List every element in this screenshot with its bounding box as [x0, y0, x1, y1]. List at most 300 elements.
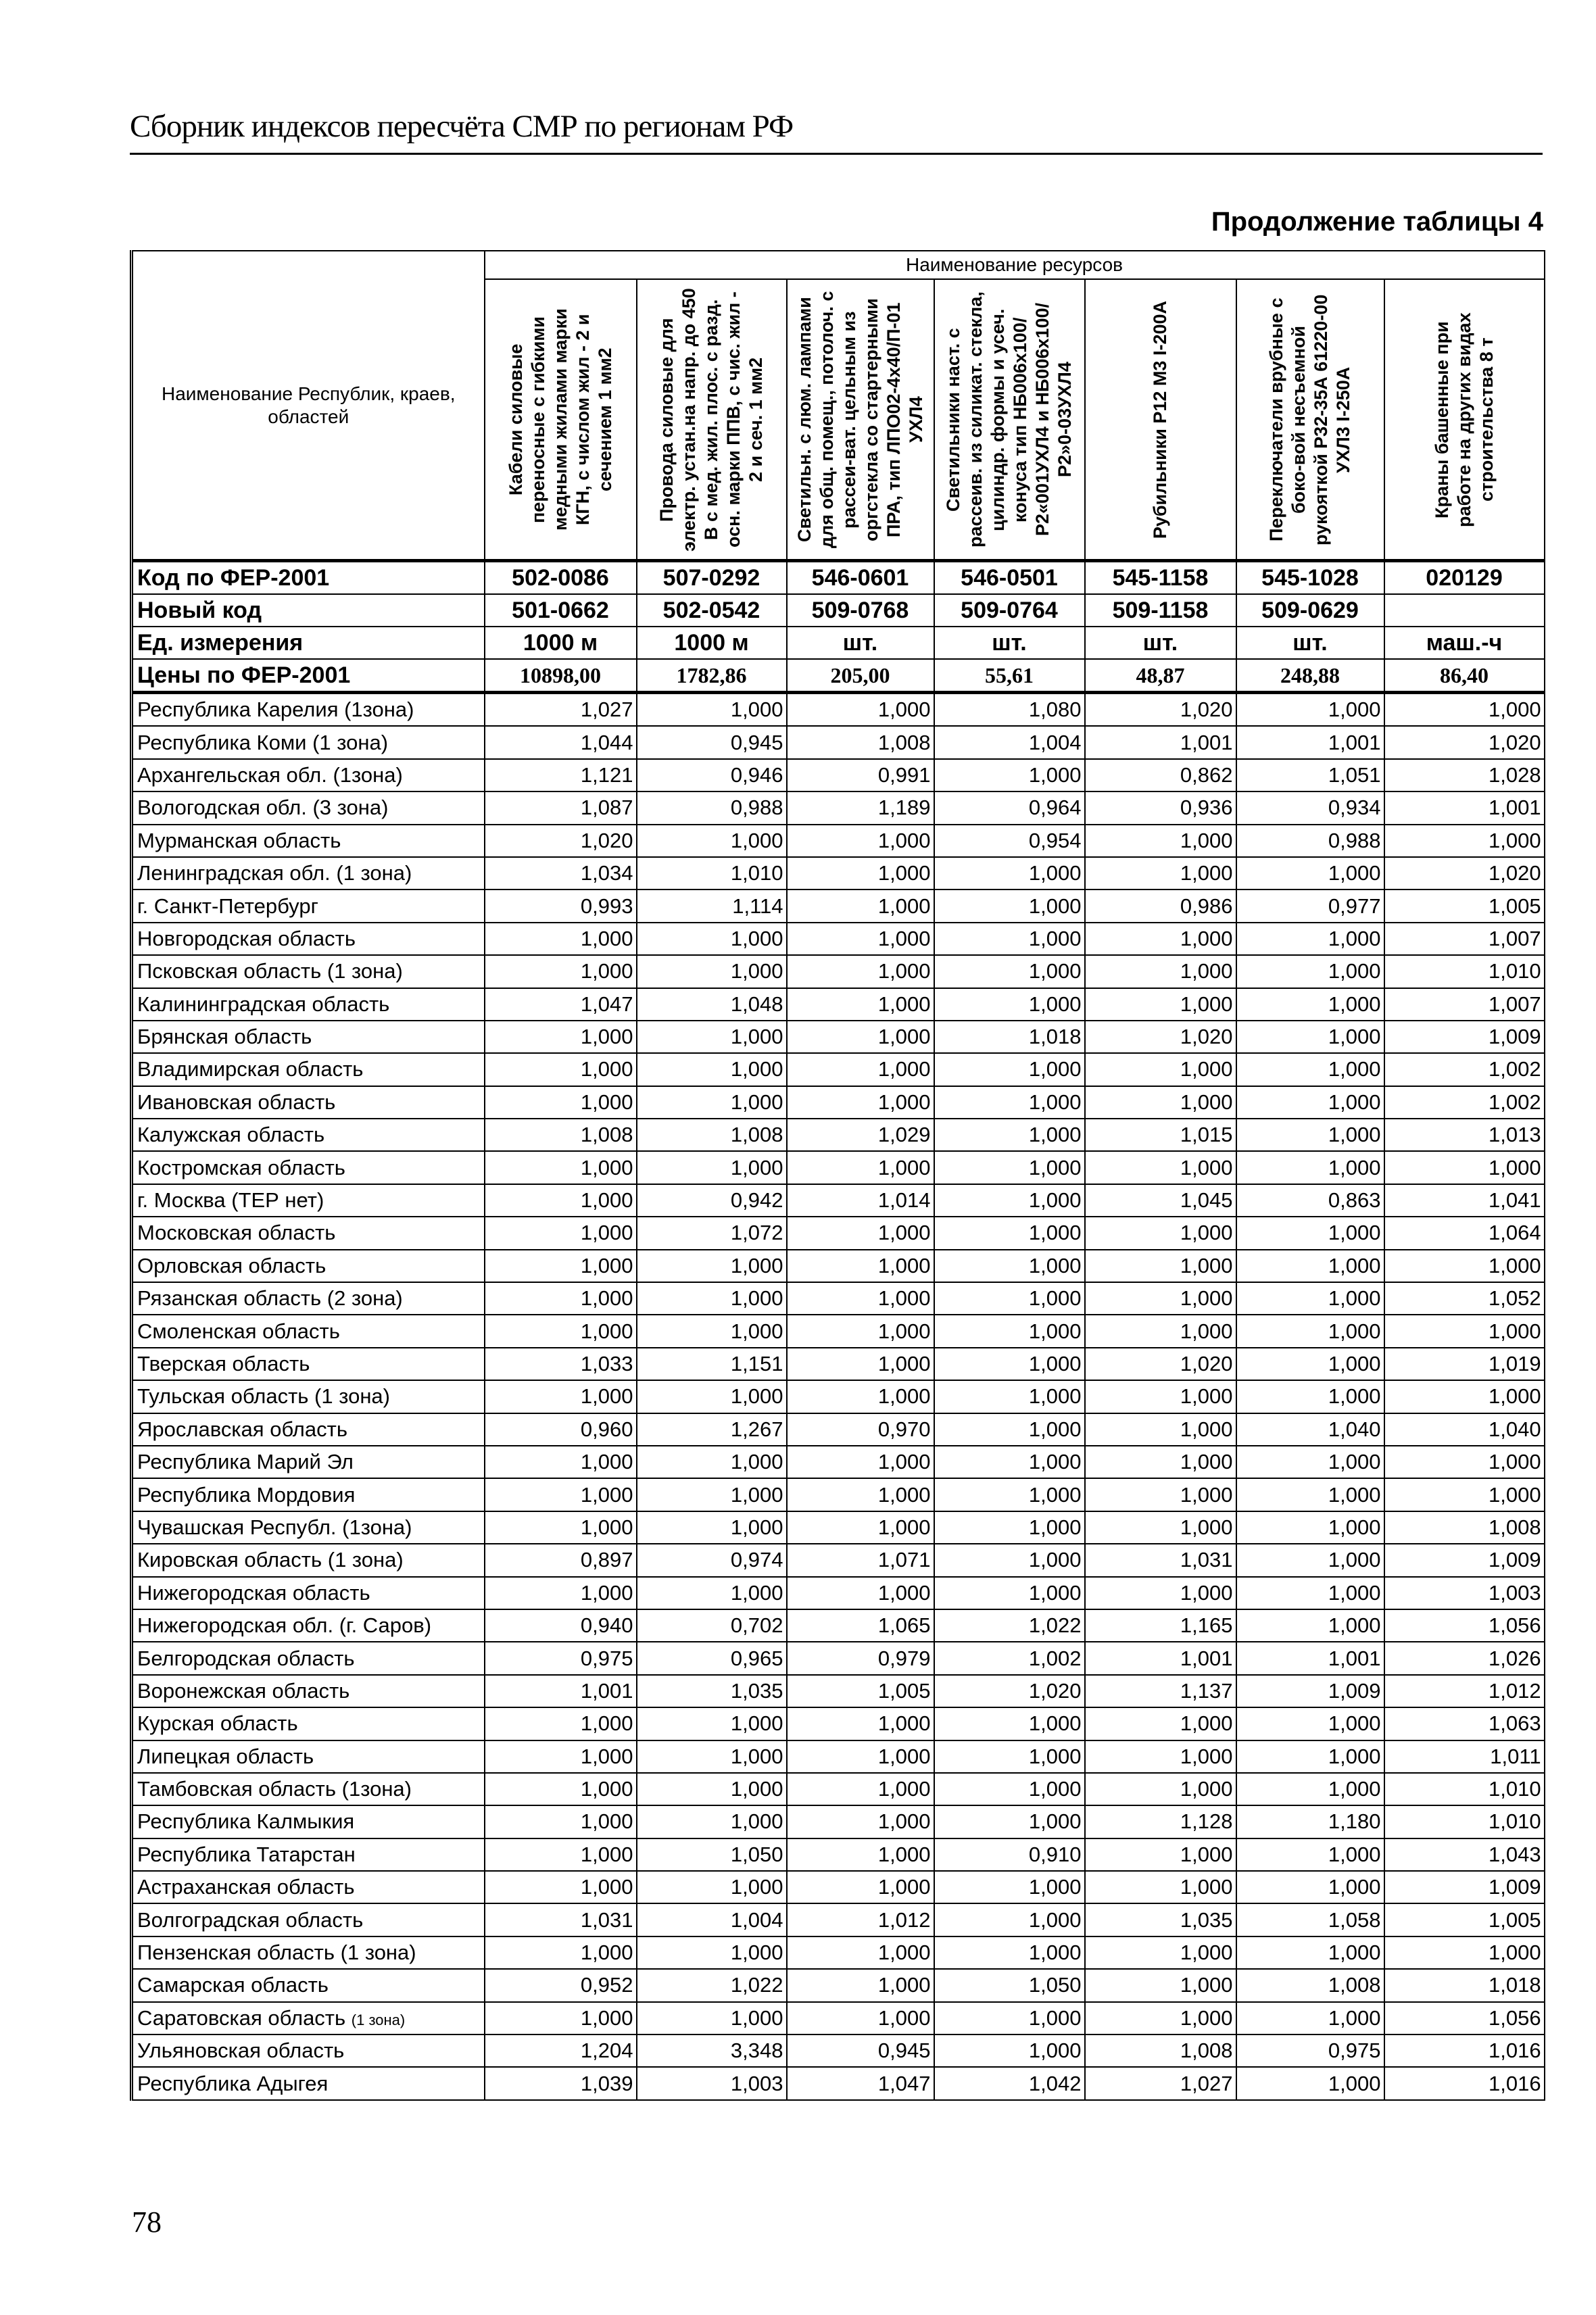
- index-value-cell: 1,000: [1236, 923, 1384, 955]
- index-value-cell: 1,000: [787, 1511, 934, 1544]
- index-value-cell: 1,027: [485, 693, 637, 727]
- fer-code-cell: 545-1158: [1085, 561, 1236, 595]
- index-value-cell: 1,001: [1085, 726, 1236, 758]
- table-row: [132, 1413, 1545, 1446]
- region-name: Тульская область (1 зона): [137, 1384, 390, 1409]
- table-row: [132, 1544, 1545, 1576]
- unit-cell: шт.: [1236, 627, 1384, 659]
- index-value-cell: 1,000: [787, 1217, 934, 1249]
- region-name: Новгородская область: [137, 926, 356, 950]
- index-value-cell: 1,010: [1384, 1773, 1545, 1805]
- index-value-cell: 1,000: [934, 1707, 1085, 1740]
- index-value-cell: 1,063: [1384, 1707, 1545, 1740]
- index-value-cell: 1,000: [934, 2034, 1085, 2067]
- index-value-cell: 1,000: [1384, 1151, 1545, 1184]
- index-value-cell: 1,000: [637, 1151, 787, 1184]
- region-name-cell: [132, 988, 485, 1021]
- region-name: Республика Мордовия: [137, 1482, 356, 1507]
- index-value-cell: 1,000: [1085, 1511, 1236, 1544]
- index-value-cell: 1,000: [787, 2002, 934, 2034]
- index-value-cell: 1,000: [485, 1871, 637, 1903]
- index-value-cell: 1,029: [787, 1119, 934, 1151]
- region-name-cell: [132, 2034, 485, 2067]
- index-value-cell: 1,000: [787, 1053, 934, 1086]
- index-value-cell: 1,000: [485, 1838, 637, 1871]
- index-value-cell: 1,000: [1236, 1838, 1384, 1871]
- index-value-cell: 1,000: [934, 1903, 1085, 1936]
- index-value-cell: 1,000: [934, 1871, 1085, 1903]
- index-value-cell: 0,975: [485, 1642, 637, 1674]
- unit-label: Ед. измерения: [132, 627, 485, 659]
- index-value-cell: 1,000: [934, 1119, 1085, 1151]
- header-rule: [130, 153, 1543, 155]
- new-code-cell: 509-0768: [787, 594, 934, 627]
- index-value-cell: 1,000: [485, 1740, 637, 1773]
- region-name-cell: [132, 1446, 485, 1478]
- resource-name-text: Рубильники Р12 М3 I-200А: [1150, 300, 1170, 539]
- index-value-cell: 1,000: [485, 1577, 637, 1609]
- index-table: [130, 250, 1545, 2101]
- resource-name-text: Провода силовые для электр. устан.на напр. до 450 В с мед. жил. плос. с разд. осн. марки ППВ, с чис. жил - 2 и сеч. 1 мм2: [656, 287, 766, 552]
- index-value-cell: 1,009: [1236, 1675, 1384, 1707]
- index-value-cell: 1,012: [787, 1903, 934, 1936]
- index-value-cell: 1,000: [934, 1544, 1085, 1576]
- table-row: [132, 923, 1545, 955]
- index-value-cell: 1,001: [1085, 1642, 1236, 1674]
- index-value-cell: 0,936: [1085, 791, 1236, 824]
- region-name-cell: [132, 1380, 485, 1413]
- index-value-cell: 1,000: [934, 1936, 1085, 1969]
- index-value-cell: 1,000: [1236, 1119, 1384, 1151]
- index-value-cell: 1,000: [1085, 1053, 1236, 1086]
- region-name: Смоленская область: [137, 1319, 340, 1343]
- region-name-cell: [132, 1969, 485, 2001]
- index-value-cell: 1,020: [1085, 693, 1236, 727]
- region-name: Волгоградская область: [137, 1907, 364, 1932]
- index-value-cell: 0,940: [485, 1609, 637, 1642]
- table-row: [132, 1969, 1545, 2001]
- index-value-cell: 1,000: [787, 1871, 934, 1903]
- index-value-cell: 1,045: [1085, 1184, 1236, 1217]
- region-name: Калининградская область: [137, 992, 390, 1016]
- index-value-cell: 1,000: [1085, 857, 1236, 890]
- index-value-cell: 1,000: [1236, 1348, 1384, 1380]
- index-value-cell: 1,035: [1085, 1903, 1236, 1936]
- index-value-cell: 1,007: [1384, 923, 1545, 955]
- resource-name-header: [1384, 279, 1545, 560]
- table-row: [132, 1642, 1545, 1674]
- table-row: [132, 955, 1545, 988]
- index-value-cell: 0,960: [485, 1413, 637, 1446]
- table-caption: Продолжение таблицы 4: [1211, 207, 1543, 237]
- index-value-cell: 1,000: [485, 1446, 637, 1478]
- index-value-cell: 1,000: [787, 890, 934, 922]
- index-value-cell: 1,000: [1236, 1021, 1384, 1053]
- index-value-cell: 1,000: [787, 1805, 934, 1838]
- index-value-cell: 1,026: [1384, 1642, 1545, 1674]
- index-value-cell: 3,348: [637, 2034, 787, 2067]
- index-value-cell: 1,000: [787, 1380, 934, 1413]
- index-value-cell: 1,087: [485, 791, 637, 824]
- index-value-cell: 1,019: [1384, 1348, 1545, 1380]
- index-value-cell: 1,043: [1384, 1838, 1545, 1871]
- region-name-cell: [132, 1184, 485, 1217]
- table-row: [132, 1838, 1545, 1871]
- index-value-cell: 1,000: [934, 1773, 1085, 1805]
- index-value-cell: 1,033: [485, 1348, 637, 1380]
- table-row: [132, 1151, 1545, 1184]
- price-label: Цены по ФЕР-2001: [132, 659, 485, 693]
- region-name: Белгородская область: [137, 1646, 355, 1670]
- table-row: [132, 1250, 1545, 1282]
- index-value-cell: 1,001: [1236, 1642, 1384, 1674]
- index-value-cell: 1,064: [1384, 1217, 1545, 1249]
- index-value-cell: 1,031: [485, 1903, 637, 1936]
- index-value-cell: 1,000: [637, 1021, 787, 1053]
- index-value-cell: 1,000: [787, 1838, 934, 1871]
- index-value-cell: 1,000: [637, 923, 787, 955]
- index-value-cell: 1,000: [1236, 955, 1384, 988]
- index-value-cell: 1,000: [637, 1936, 787, 1969]
- index-value-cell: 1,000: [1384, 825, 1545, 857]
- index-value-cell: 0,988: [637, 791, 787, 824]
- index-value-cell: 1,000: [1236, 1086, 1384, 1119]
- region-name-cell: [132, 791, 485, 824]
- region-name: Псковская область (1 зона): [137, 959, 403, 983]
- region-name-cell: [132, 1086, 485, 1119]
- table-row: [132, 1609, 1545, 1642]
- index-value-cell: 1,000: [1236, 2067, 1384, 2099]
- index-value-cell: 1,000: [1384, 1446, 1545, 1478]
- table-row: [132, 1478, 1545, 1511]
- index-value-cell: 1,000: [1236, 1380, 1384, 1413]
- table-row: [132, 1053, 1545, 1086]
- index-value-cell: 1,000: [934, 1315, 1085, 1347]
- index-value-cell: 1,000: [485, 1805, 637, 1838]
- index-value-cell: 1,000: [637, 955, 787, 988]
- index-value-cell: 1,000: [1085, 1282, 1236, 1315]
- index-value-cell: 1,000: [485, 2002, 637, 2034]
- index-value-cell: 1,000: [485, 1511, 637, 1544]
- index-value-cell: 1,000: [637, 1478, 787, 1511]
- resource-name-header: [485, 279, 637, 560]
- fer-code-row: [132, 561, 1545, 595]
- index-value-cell: 1,047: [787, 2067, 934, 2099]
- index-value-cell: 1,000: [1384, 1250, 1545, 1282]
- index-value-cell: 1,000: [1085, 825, 1236, 857]
- resource-name-header: [1085, 279, 1236, 560]
- unit-cell: 1000 м: [637, 627, 787, 659]
- table-row: [132, 1675, 1545, 1707]
- price-cell: 205,00: [787, 659, 934, 693]
- index-value-cell: 1,000: [934, 1250, 1085, 1282]
- price-cell: 1782,86: [637, 659, 787, 693]
- index-value-cell: 1,072: [637, 1217, 787, 1249]
- region-name-cell: [132, 1413, 485, 1446]
- region-name-cell: [132, 1282, 485, 1315]
- region-column-header: Наименование Республик, краев, областей: [132, 251, 485, 561]
- index-value-cell: 1,000: [1085, 1577, 1236, 1609]
- table-row: [132, 2034, 1545, 2067]
- region-name-cell: [132, 1805, 485, 1838]
- region-name: Калужская область: [137, 1123, 325, 1147]
- index-value-cell: 1,009: [1384, 1544, 1545, 1576]
- region-name-cell: [132, 1871, 485, 1903]
- index-value-cell: 1,014: [787, 1184, 934, 1217]
- region-zone-note: (1 зона): [351, 2011, 406, 2028]
- index-value-cell: 0,975: [1236, 2034, 1384, 2067]
- fer-code-cell: 546-0601: [787, 561, 934, 595]
- index-value-cell: 1,267: [637, 1413, 787, 1446]
- index-value-cell: 1,008: [787, 726, 934, 758]
- index-value-cell: 1,042: [934, 2067, 1085, 2099]
- index-value-cell: 1,000: [485, 1250, 637, 1282]
- index-value-cell: 1,000: [1085, 2002, 1236, 2034]
- index-value-cell: 1,002: [1384, 1053, 1545, 1086]
- region-name: Чувашская Республ. (1зона): [137, 1515, 412, 1539]
- index-value-cell: 1,180: [1236, 1805, 1384, 1838]
- index-value-cell: 1,005: [787, 1675, 934, 1707]
- region-name-cell: [132, 1315, 485, 1347]
- index-value-cell: 0,986: [1085, 890, 1236, 922]
- region-name: Республика Калмыкия: [137, 1809, 355, 1834]
- region-name: Нижегородская область: [137, 1580, 370, 1605]
- index-value-cell: 1,010: [637, 857, 787, 890]
- index-value-cell: 1,000: [485, 1184, 637, 1217]
- index-value-cell: 1,000: [1236, 1446, 1384, 1478]
- resources-group-header: Наименование ресурсов: [485, 251, 1545, 279]
- index-value-cell: 1,000: [1085, 1151, 1236, 1184]
- region-name: Республика Карелия (1зона): [137, 698, 414, 722]
- table-row: [132, 1511, 1545, 1544]
- region-name-cell: [132, 1740, 485, 1773]
- fer-code-label: Код по ФЕР-2001: [132, 561, 485, 595]
- new-code-cell: 509-0764: [934, 594, 1085, 627]
- index-value-cell: 1,008: [1236, 1969, 1384, 2001]
- resource-name-header: [1236, 279, 1384, 560]
- region-name: Саратовская область: [137, 2005, 346, 2030]
- index-value-cell: 1,003: [1384, 1577, 1545, 1609]
- region-name-cell: [132, 1021, 485, 1053]
- unit-cell: шт.: [934, 627, 1085, 659]
- region-name-cell: [132, 1544, 485, 1576]
- table-row: [132, 1773, 1545, 1805]
- table-row: [132, 1282, 1545, 1315]
- region-name: Липецкая область: [137, 1744, 314, 1768]
- index-value-cell: 1,009: [1384, 1021, 1545, 1053]
- region-name-cell: [132, 1577, 485, 1609]
- index-value-cell: 1,000: [485, 1773, 637, 1805]
- resource-name-text: Переключатели врубные с боко-вой несъемной рукояткой Р32-35А 61220-00 УХЛ3 I-250А: [1266, 293, 1353, 545]
- index-value-cell: 1,051: [1236, 759, 1384, 791]
- index-value-cell: 1,000: [1085, 988, 1236, 1021]
- index-value-cell: 1,008: [1085, 2034, 1236, 2067]
- index-value-cell: 1,000: [1085, 1936, 1236, 1969]
- index-value-cell: 1,000: [637, 1250, 787, 1282]
- index-value-cell: 1,020: [1384, 726, 1545, 758]
- unit-cell: шт.: [1085, 627, 1236, 659]
- index-value-cell: 1,000: [787, 1250, 934, 1282]
- region-name: Республика Марий Эл: [137, 1450, 354, 1474]
- index-value-cell: 1,000: [1236, 1577, 1384, 1609]
- region-name-cell: [132, 1511, 485, 1544]
- index-value-cell: 1,000: [637, 1315, 787, 1347]
- index-value-cell: 1,010: [1384, 955, 1545, 988]
- region-name: Архангельская обл. (1зона): [137, 762, 403, 787]
- index-value-cell: 1,000: [485, 1478, 637, 1511]
- index-value-cell: 1,000: [637, 1380, 787, 1413]
- index-value-cell: 0,702: [637, 1609, 787, 1642]
- resource-name-text: Кабели силовые переносные с гибкими медными жилами марки КГН, с числом жил - 2 и сечением 1 мм2: [505, 308, 615, 531]
- table-row: [132, 1936, 1545, 1969]
- index-value-cell: 1,000: [787, 1936, 934, 1969]
- index-value-cell: 1,000: [637, 1773, 787, 1805]
- index-value-cell: 1,020: [485, 825, 637, 857]
- index-value-cell: 1,000: [1085, 1446, 1236, 1478]
- region-name: Рязанская область (2 зона): [137, 1286, 403, 1311]
- index-value-cell: 1,000: [934, 759, 1085, 791]
- index-value-cell: 1,020: [1384, 857, 1545, 890]
- index-value-cell: 0,988: [1236, 825, 1384, 857]
- running-head: Сборник индексов пересчёта СМР по регионам РФ: [130, 109, 794, 144]
- region-name-cell: [132, 1773, 485, 1805]
- index-value-cell: 1,008: [1384, 1511, 1545, 1544]
- index-value-cell: 1,012: [1384, 1675, 1545, 1707]
- index-value-cell: 1,000: [1236, 1544, 1384, 1576]
- index-value-cell: 1,000: [934, 1446, 1085, 1478]
- index-value-cell: 1,000: [1236, 1936, 1384, 1969]
- table-row: [132, 825, 1545, 857]
- index-value-cell: 0,945: [637, 726, 787, 758]
- index-value-cell: 1,008: [637, 1119, 787, 1151]
- table-row: [132, 1217, 1545, 1249]
- table-row: [132, 1315, 1545, 1347]
- price-cell: 86,40: [1384, 659, 1545, 693]
- index-value-cell: 1,000: [1236, 988, 1384, 1021]
- index-value-cell: 1,189: [787, 791, 934, 824]
- region-name: Пензенская область (1 зона): [137, 1941, 416, 1965]
- region-name-cell: [132, 890, 485, 922]
- index-value-cell: 1,022: [934, 1609, 1085, 1642]
- index-value-cell: 1,000: [1236, 1217, 1384, 1249]
- index-value-cell: 1,000: [934, 2002, 1085, 2034]
- index-value-cell: 1,204: [485, 2034, 637, 2067]
- index-value-cell: 1,027: [1085, 2067, 1236, 2099]
- index-value-cell: 1,000: [934, 1478, 1085, 1511]
- index-value-cell: 1,065: [787, 1609, 934, 1642]
- region-name-cell: [132, 1119, 485, 1151]
- index-value-cell: 1,000: [934, 1511, 1085, 1544]
- index-value-cell: 1,000: [1236, 857, 1384, 890]
- price-row: [132, 659, 1545, 693]
- region-name: Вологодская обл. (3 зона): [137, 796, 389, 820]
- index-value-cell: 1,000: [485, 1315, 637, 1347]
- index-value-cell: 0,974: [637, 1544, 787, 1576]
- region-name: Самарская область: [137, 1973, 329, 1997]
- new-code-cell: [1384, 594, 1545, 627]
- index-value-cell: 0,970: [787, 1413, 934, 1446]
- index-value-cell: 1,000: [1236, 2002, 1384, 2034]
- unit-cell: шт.: [787, 627, 934, 659]
- index-value-cell: 1,000: [787, 1282, 934, 1315]
- region-name-cell: [132, 923, 485, 955]
- index-value-cell: 1,000: [1236, 1511, 1384, 1544]
- index-value-cell: 1,000: [1236, 693, 1384, 727]
- index-value-cell: 1,000: [1085, 1315, 1236, 1347]
- region-name: Ульяновская область: [137, 2039, 345, 2063]
- unit-cell: 1000 м: [485, 627, 637, 659]
- resource-name-header: [934, 279, 1085, 560]
- index-value-cell: 1,000: [787, 825, 934, 857]
- index-value-cell: 1,018: [934, 1021, 1085, 1053]
- index-value-cell: 1,000: [1085, 1871, 1236, 1903]
- index-value-cell: 1,000: [637, 825, 787, 857]
- table-row: [132, 1021, 1545, 1053]
- region-name-cell: [132, 2067, 485, 2099]
- index-value-cell: 1,000: [485, 1217, 637, 1249]
- index-value-cell: 1,001: [1384, 791, 1545, 824]
- index-value-cell: 1,040: [1384, 1413, 1545, 1446]
- index-value-cell: 1,005: [1384, 890, 1545, 922]
- index-value-cell: 1,000: [637, 2002, 787, 2034]
- table-row: [132, 1805, 1545, 1838]
- index-value-cell: 1,114: [637, 890, 787, 922]
- region-name-cell: [132, 693, 485, 727]
- region-name-cell: [132, 1348, 485, 1380]
- index-value-cell: 1,080: [934, 693, 1085, 727]
- index-value-cell: 1,008: [485, 1119, 637, 1151]
- region-name-cell: [132, 1707, 485, 1740]
- fer-code-cell: 545-1028: [1236, 561, 1384, 595]
- index-value-cell: 1,000: [1236, 1053, 1384, 1086]
- table-body: [132, 561, 1545, 2100]
- index-value-cell: 1,000: [1236, 1609, 1384, 1642]
- table-row: [132, 791, 1545, 824]
- region-name: Московская область: [137, 1221, 336, 1245]
- index-value-cell: 1,000: [1085, 955, 1236, 988]
- price-cell: 10898,00: [485, 659, 637, 693]
- fer-code-cell: 507-0292: [637, 561, 787, 595]
- index-value-cell: 1,000: [637, 693, 787, 727]
- index-value-cell: 1,000: [637, 1740, 787, 1773]
- region-name: г. Санкт-Петербург: [137, 894, 318, 918]
- index-value-cell: 1,000: [934, 1053, 1085, 1086]
- index-value-cell: 1,000: [787, 1740, 934, 1773]
- index-value-cell: 1,000: [485, 955, 637, 988]
- index-value-cell: 1,000: [787, 988, 934, 1021]
- region-name-cell: [132, 1053, 485, 1086]
- index-value-cell: 1,000: [934, 1348, 1085, 1380]
- table-row: [132, 1380, 1545, 1413]
- table-row: [132, 1871, 1545, 1903]
- index-value-cell: 1,000: [1236, 1871, 1384, 1903]
- index-value-cell: 1,020: [1085, 1348, 1236, 1380]
- index-value-cell: 1,031: [1085, 1544, 1236, 1576]
- index-value-cell: 1,000: [934, 1086, 1085, 1119]
- index-value-cell: 1,000: [934, 988, 1085, 1021]
- region-name-cell: [132, 1609, 485, 1642]
- index-value-cell: 1,000: [787, 693, 934, 727]
- index-value-cell: 1,151: [637, 1348, 787, 1380]
- index-value-cell: 1,000: [637, 1871, 787, 1903]
- index-value-cell: 1,052: [1384, 1282, 1545, 1315]
- table-row: [132, 1707, 1545, 1740]
- table-row: [132, 2002, 1545, 2034]
- index-value-cell: 1,034: [485, 857, 637, 890]
- resource-name-header: [637, 279, 787, 560]
- index-value-cell: 1,000: [1085, 1086, 1236, 1119]
- index-value-cell: 1,000: [787, 923, 934, 955]
